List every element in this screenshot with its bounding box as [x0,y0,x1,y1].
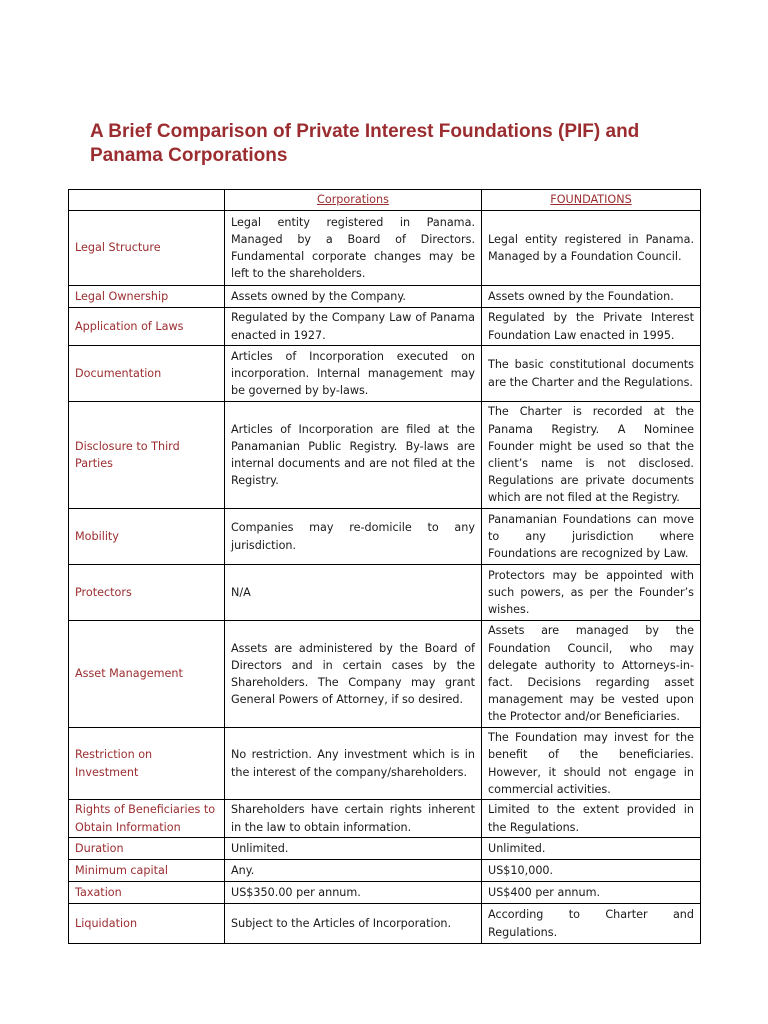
corporations-cell: No restriction. Any investment which is in the interest of the company/shareholders. [225,728,482,800]
foundations-cell: Unlimited. [482,838,701,860]
table-row [69,860,701,882]
table-row [69,621,701,728]
foundations-cell: The Foundation may invest for the benefit of the beneficiaries. However, it should not engage in commercial activities. [482,728,701,800]
table-row [69,346,701,402]
row-label: Legal Ownership [69,286,225,308]
comparison-table [68,189,701,944]
table-row [69,286,701,308]
corporations-cell: Articles of Incorporation executed on incorporation. Internal management may be governed by by-laws. [225,346,482,402]
corporations-cell: Assets owned by the Company. [225,286,482,308]
corporations-cell: US$350.00 per annum. [225,882,482,904]
table-row [69,308,701,346]
foundations-cell: US$10,000. [482,860,701,882]
row-label: Protectors [69,565,225,621]
header-empty-cell [69,190,225,211]
header-corporations: Corporations [225,190,482,211]
row-label: Minimum capital [69,860,225,882]
row-label: Disclosure to Third Parties [69,402,225,509]
foundations-cell: Panamanian Foundations can move to any jurisdiction where Foundations are recognized by Law. [482,509,701,565]
table-row [69,882,701,904]
row-label: Asset Management [69,621,225,728]
foundations-cell: According to Charter and Regulations. [482,904,701,944]
foundations-cell: Limited to the extent provided in the Regulations. [482,800,701,838]
foundations-cell: Regulated by the Private Interest Foundation Law enacted in 1995. [482,308,701,346]
corporations-cell: Articles of Incorporation are filed at the Panamanian Public Registry. By-laws are internal documents and are not filed at the Registry. [225,402,482,509]
corporations-cell: N/A [225,565,482,621]
row-label: Taxation [69,882,225,904]
foundations-cell: Legal entity registered in Panama. Managed by a Foundation Council. [482,211,701,286]
corporations-cell: Regulated by the Company Law of Panama enacted in 1927. [225,308,482,346]
foundations-cell: US$400 per annum. [482,882,701,904]
corporations-cell: Any. [225,860,482,882]
table-row [69,838,701,860]
row-label: Application of Laws [69,308,225,346]
table-row [69,402,701,509]
corporations-cell: Unlimited. [225,838,482,860]
foundations-cell: Protectors may be appointed with such powers, as per the Founder’s wishes. [482,565,701,621]
table-row [69,211,701,286]
foundations-cell: Assets owned by the Foundation. [482,286,701,308]
corporations-cell: Assets are administered by the Board of Directors and in certain cases by the Shareholders. The Company may grant General Powers of Attorney, if so desired. [225,621,482,728]
row-label: Legal Structure [69,211,225,286]
table-header-row [69,190,701,211]
row-label: Duration [69,838,225,860]
row-label: Documentation [69,346,225,402]
document-title: A Brief Comparison of Private Interest Foundations (PIF) and Panama Corporations [90,121,640,166]
foundations-cell: The Charter is recorded at the Panama Registry. A Nominee Founder might be used so that the client’s name is not disclosed. Regulations are private documents which are not filed at the Registry. [482,402,701,509]
row-label: Restriction on Investment [69,728,225,800]
row-label: Liquidation [69,904,225,944]
foundations-cell: The basic constitutional documents are the Charter and the Regulations. [482,346,701,402]
table-row [69,800,701,838]
header-foundations: FOUNDATIONS [482,190,701,211]
corporations-cell: Companies may re-domicile to any jurisdiction. [225,509,482,565]
corporations-cell: Legal entity registered in Panama. Managed by a Board of Directors. Fundamental corporate changes may be left to the shareholders. [225,211,482,286]
table-row [69,509,701,565]
table-row [69,728,701,800]
row-label: Rights of Beneficiaries to Obtain Information [69,800,225,838]
table-row [69,904,701,944]
foundations-cell: Assets are managed by the Foundation Council, who may delegate authority to Attorneys-in-fact. Decisions regarding asset management may be vested upon the Protector and/or Beneficiaries. [482,621,701,728]
row-label: Mobility [69,509,225,565]
table-row [69,565,701,621]
corporations-cell: Shareholders have certain rights inherent in the law to obtain information. [225,800,482,838]
corporations-cell: Subject to the Articles of Incorporation. [225,904,482,944]
